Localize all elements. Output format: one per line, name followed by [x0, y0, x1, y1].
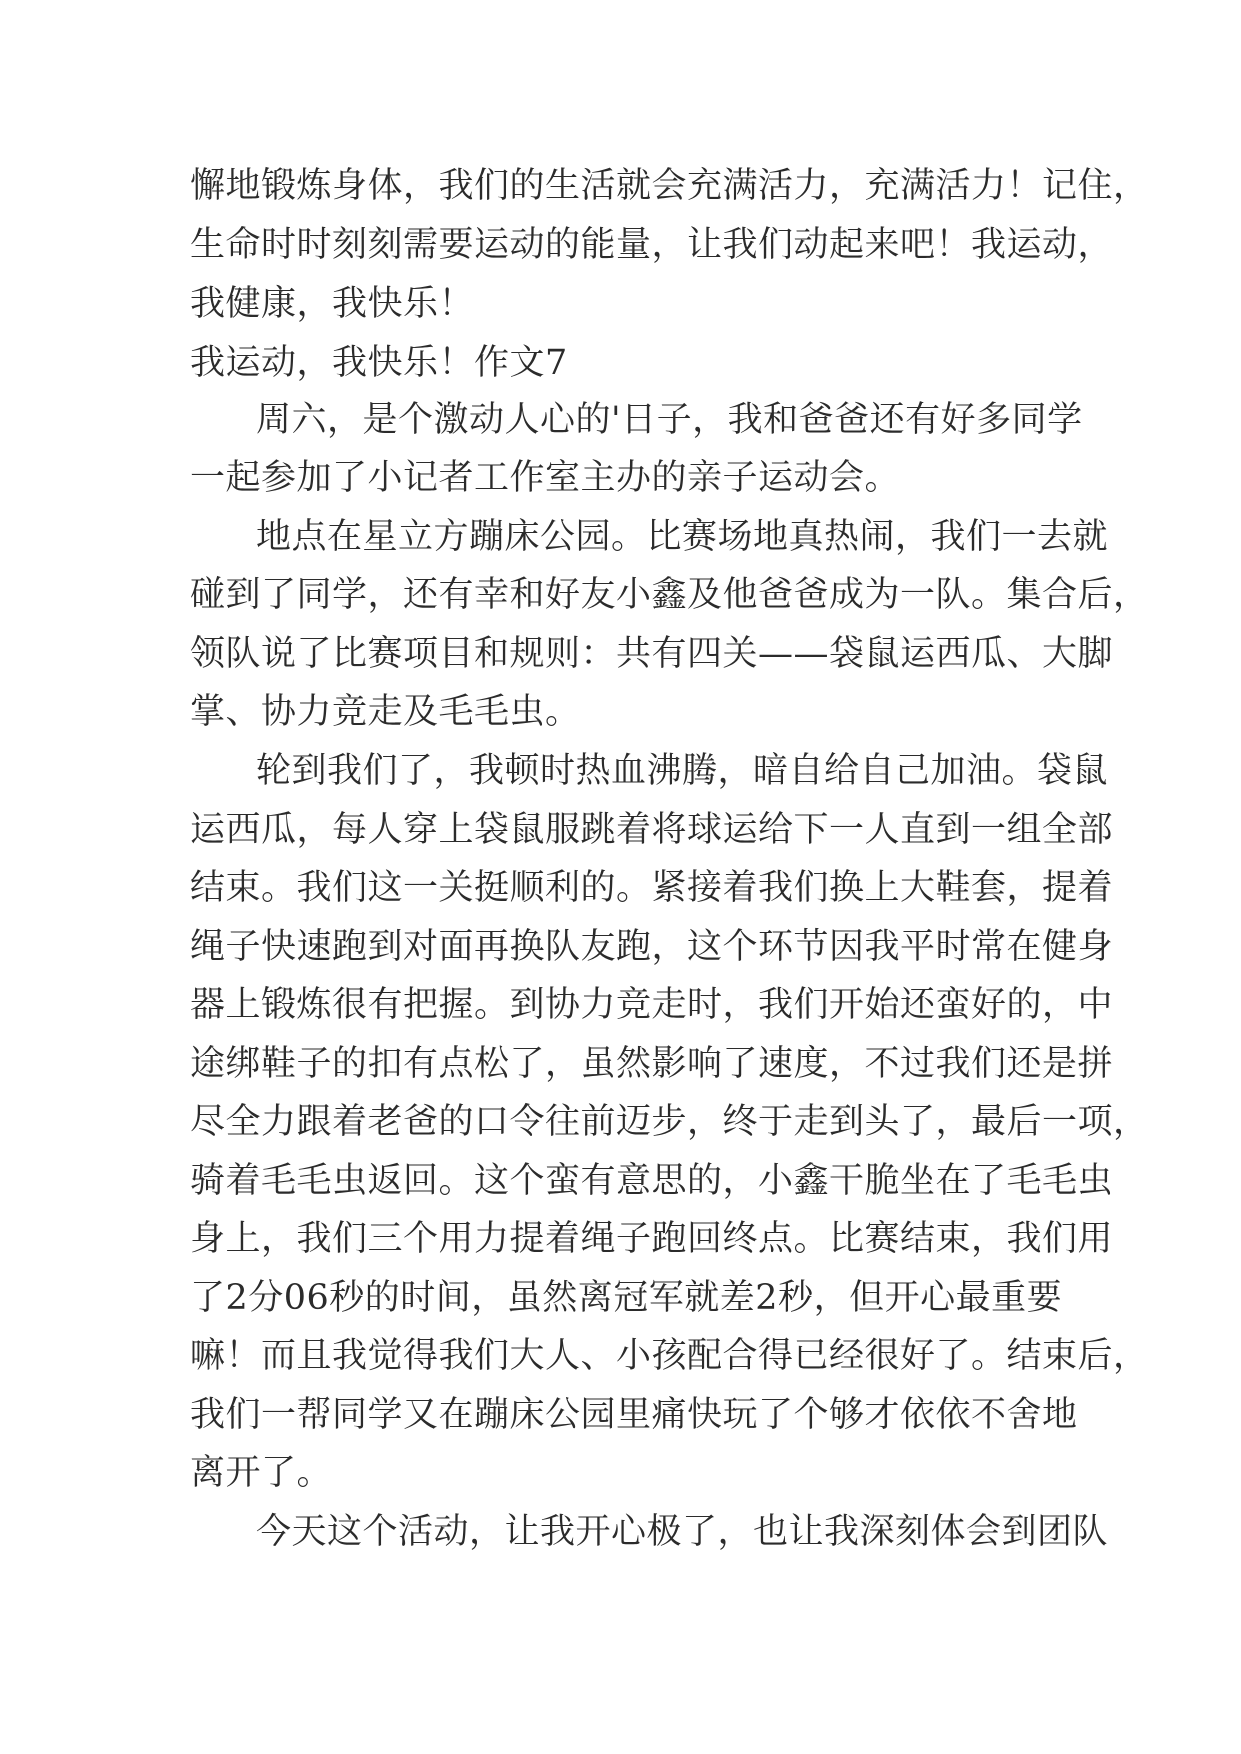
paragraph-first-line: 周六，是个激动人心的'日子，我和爸爸还有好多同学: [256, 400, 1083, 440]
text-line: 生命时时刻刻需要运动的能量，让我们动起来吧！我运动，: [190, 225, 1114, 265]
text-line: 途绑鞋子的扣有点松了，虽然影响了速度，不过我们还是拼: [190, 1044, 1114, 1084]
text-line: 一起参加了小记者工作室主办的亲子运动会。: [190, 458, 901, 498]
text-line: 尽全力跟着老爸的口令往前迈步，终于走到头了，最后一项，: [190, 1102, 1149, 1142]
text-line: 我健康，我快乐！: [190, 284, 475, 324]
paragraph-first-line: 轮到我们了，我顿时热血沸腾，暗自给自己加油。袋鼠: [256, 751, 1109, 791]
text-line: 了2分06秒的时间，虽然离冠军就差2秒，但开心最重要: [190, 1278, 1063, 1318]
paragraph-first-line: 今天这个活动，让我开心极了，也让我深刻体会到团队: [256, 1512, 1109, 1552]
text-line: 身上，我们三个用力提着绳子跑回终点。比赛结束，我们用: [190, 1219, 1114, 1259]
paragraph-first-line: 地点在星立方蹦床公园。比赛场地真热闹，我们一去就: [256, 517, 1109, 557]
text-line: 我们一帮同学又在蹦床公园里痛快玩了个够才依依不舍地: [190, 1395, 1078, 1435]
section-heading: 我运动，我快乐！作文7: [190, 343, 568, 383]
text-line: 领队说了比赛项目和规则：共有四关——袋鼠运西瓜、大脚: [190, 634, 1114, 674]
text-line: 器上锻炼很有把握。到协力竞走时，我们开始还蛮好的，中: [190, 985, 1114, 1025]
text-line: 嘛！而且我觉得我们大人、小孩配合得已经很好了。结束后，: [190, 1336, 1149, 1376]
text-line: 碰到了同学，还有幸和好友小鑫及他爸爸成为一队。集合后，: [190, 575, 1149, 615]
text-line: 骑着毛毛虫返回。这个蛮有意思的，小鑫干脆坐在了毛毛虫: [190, 1161, 1114, 1201]
text-line: 掌、协力竞走及毛毛虫。: [190, 692, 581, 732]
text-line: 绳子快速跑到对面再换队友跑，这个环节因我平时常在健身: [190, 927, 1114, 967]
text-line: 离开了。: [190, 1453, 333, 1493]
text-line: 懈地锻炼身体，我们的生活就会充满活力，充满活力！记住，: [190, 166, 1149, 206]
text-line: 运西瓜，每人穿上袋鼠服跳着将球运给下一人直到一组全部: [190, 810, 1114, 850]
text-line: 结束。我们这一关挺顺利的。紧接着我们换上大鞋套，提着: [190, 868, 1114, 908]
